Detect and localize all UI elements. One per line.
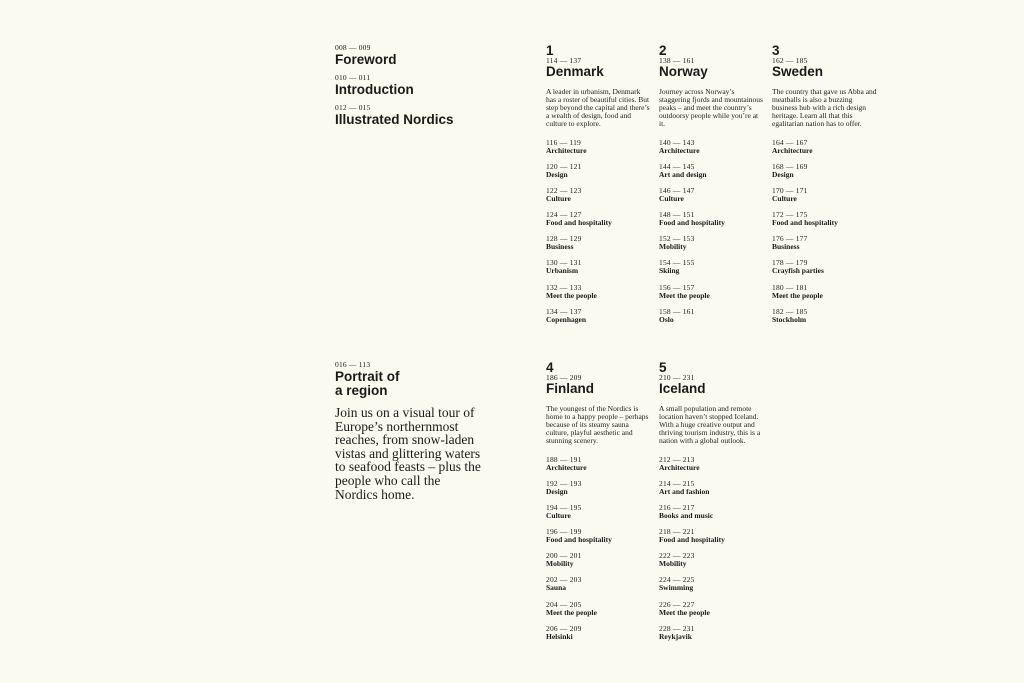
- section-item[interactable]: [772, 284, 877, 308]
- country-description: A leader in urbanism, Denmark has a roster of beautiful cities. But step beyond the capital and there’s a wealth of design, food and culture to explore.: [546, 87, 650, 129]
- section-item[interactable]: [546, 308, 651, 332]
- section-list: [772, 139, 877, 332]
- page-range: 154 — 155: [659, 258, 695, 268]
- page-range: 180 — 181: [772, 282, 808, 292]
- page-range: 222 — 223: [659, 551, 695, 561]
- section-title: Swimming: [659, 583, 694, 593]
- country-finland: [546, 361, 651, 649]
- page-range: 202 — 203: [546, 575, 582, 585]
- section-list: [546, 139, 651, 332]
- page-range: 122 — 123: [546, 186, 582, 196]
- page-range: 218 — 221: [659, 527, 695, 537]
- section-title: Urbanism: [546, 266, 579, 276]
- section-item[interactable]: [546, 576, 651, 600]
- country-iceland: [659, 361, 764, 649]
- country-number: 5: [659, 360, 667, 375]
- country-name[interactable]: Sweden: [772, 64, 824, 79]
- section-title: Copenhagen: [546, 314, 587, 324]
- section-title: Reykjavik: [659, 631, 692, 641]
- section-title: Sauna: [546, 583, 567, 593]
- section-item[interactable]: [546, 259, 651, 283]
- page-range: 120 — 121: [546, 162, 582, 172]
- section-title: Culture: [546, 194, 571, 204]
- page-range: 170 — 171: [772, 186, 808, 196]
- section-item[interactable]: [546, 235, 651, 259]
- country-name[interactable]: Iceland: [659, 381, 706, 396]
- country-denmark: [546, 44, 651, 332]
- country-number: 3: [772, 43, 780, 58]
- section-title: Design: [772, 170, 794, 180]
- section-title: Meet the people: [546, 607, 597, 617]
- page-range: 130 — 131: [546, 258, 582, 268]
- section-item[interactable]: [659, 284, 764, 308]
- page-range: 168 — 169: [772, 162, 808, 172]
- page-range: 172 — 175: [772, 210, 808, 220]
- section-item[interactable]: [772, 259, 877, 283]
- country-name[interactable]: Finland: [546, 381, 594, 396]
- section-title: Architecture: [659, 146, 700, 155]
- front-matter-illustrated-nordics[interactable]: [335, 104, 535, 127]
- section-title: Meet the people: [772, 290, 823, 300]
- chapter-description: Join us on a visual tour of Europe’s northernmost reaches, from snow-laden vistas and glittering waters to seafood feasts – plus the people who call the Nordics home.: [335, 405, 481, 502]
- section-title: Oslo: [659, 314, 674, 324]
- country-number: 2: [659, 43, 667, 58]
- page-range: 194 — 195: [546, 503, 582, 513]
- page-range: 212 — 213: [659, 455, 695, 464]
- section-title: Architecture: [546, 463, 587, 472]
- section-title: Food and hospitality: [659, 535, 725, 545]
- section-item[interactable]: [546, 187, 651, 211]
- section-item[interactable]: [772, 139, 877, 163]
- page-range: 114 — 137: [546, 56, 582, 65]
- section-title: Culture: [659, 194, 684, 204]
- page-range: 152 — 153: [659, 234, 695, 244]
- section-item[interactable]: [546, 480, 651, 504]
- section-item[interactable]: [546, 211, 651, 235]
- section-title: Mobility: [659, 559, 687, 569]
- section-title: Food and hospitality: [546, 218, 612, 228]
- section-item[interactable]: [659, 235, 764, 259]
- section-title: Culture: [772, 194, 797, 204]
- page-range: 144 — 145: [659, 162, 695, 172]
- section-title: Books and music: [659, 511, 714, 521]
- page-range: 200 — 201: [546, 551, 582, 561]
- section-item[interactable]: [659, 552, 764, 576]
- section-title: Mobility: [659, 242, 687, 252]
- portrait-of-a-region[interactable]: [335, 361, 535, 501]
- page-range: 206 — 209: [546, 623, 582, 633]
- section-item[interactable]: [659, 163, 764, 187]
- country-description: Journey across Norway’s staggering fjords and mountainous peaks – and meet the country’s outdoorsy people while you’re at it.: [659, 87, 763, 129]
- section-item[interactable]: [659, 139, 764, 163]
- section-item[interactable]: [659, 259, 764, 283]
- page-range: 132 — 133: [546, 282, 582, 292]
- front-matter-foreword[interactable]: [335, 44, 535, 67]
- section-title: Design: [546, 170, 568, 180]
- page-range: 204 — 205: [546, 599, 582, 609]
- page-range: 156 — 157: [659, 282, 695, 292]
- country-description: The youngest of the Nordics is home to a happy people – perhaps because of its steamy sauna culture, playful aesthetic and stunning scenery.: [546, 404, 649, 446]
- chapter-title: Foreword: [335, 52, 397, 67]
- section-item[interactable]: [546, 528, 651, 552]
- page-range: 146 — 147: [659, 186, 695, 196]
- section-item[interactable]: [546, 139, 651, 163]
- section-title: Food and hospitality: [772, 218, 838, 228]
- section-title: Food and hospitality: [546, 535, 612, 545]
- section-title: Architecture: [772, 146, 813, 155]
- section-title: Skiing: [659, 266, 680, 276]
- page-range: 158 — 161: [659, 306, 695, 316]
- section-title: Meet the people: [659, 607, 710, 617]
- page-range: 176 — 177: [772, 234, 808, 244]
- page-range: 188 — 191: [546, 455, 582, 464]
- front-matter-introduction[interactable]: [335, 74, 535, 97]
- section-title: Food and hospitality: [659, 218, 725, 228]
- section-list: [659, 139, 764, 332]
- page-range: 186 — 209: [546, 373, 582, 382]
- country-description: A small population and remote location haven’t stopped Iceland. With a huge creative output and thriving tourism industry, this is a nation with a global outlook.: [659, 404, 761, 446]
- section-item[interactable]: [546, 163, 651, 187]
- page-range: 016 — 113: [335, 360, 371, 369]
- section-item[interactable]: [772, 308, 877, 332]
- page-range: 008 — 009: [335, 43, 371, 52]
- section-item[interactable]: [659, 480, 764, 504]
- section-item[interactable]: [546, 456, 651, 480]
- section-item[interactable]: [546, 504, 651, 528]
- section-item[interactable]: [546, 625, 651, 649]
- page-range: 224 — 225: [659, 575, 695, 585]
- section-title: Architecture: [546, 146, 587, 155]
- page-range: 148 — 151: [659, 210, 695, 220]
- section-item[interactable]: [659, 601, 764, 625]
- section-title: Helsinki: [546, 631, 573, 641]
- chapter-title: Introduction: [335, 82, 414, 97]
- section-item[interactable]: [659, 625, 764, 649]
- page-range: 192 — 193: [546, 479, 582, 489]
- section-title: Crayfish parties: [772, 266, 824, 276]
- page-range: 116 — 119: [546, 138, 581, 147]
- section-item[interactable]: [546, 284, 651, 308]
- page-range: 012 — 015: [335, 103, 371, 112]
- section-title: Business: [772, 242, 800, 252]
- section-item[interactable]: [659, 528, 764, 552]
- page-range: 162 — 185: [772, 56, 808, 65]
- page-range: 134 — 137: [546, 306, 582, 316]
- country-name[interactable]: Denmark: [546, 64, 604, 79]
- section-item[interactable]: [659, 187, 764, 211]
- page-range: 124 — 127: [546, 210, 582, 220]
- country-norway: [659, 44, 764, 332]
- country-number: 1: [546, 43, 554, 58]
- country-description: The country that gave us Abba and meatballs is also a buzzing business hub with a rich design heritage. Learn all that this egalitarian nation has to offer.: [772, 87, 877, 129]
- section-title: Art and fashion: [659, 487, 710, 497]
- section-title: Meet the people: [659, 290, 710, 300]
- page-range: 228 — 231: [659, 623, 695, 633]
- section-title: Mobility: [546, 559, 574, 569]
- section-item[interactable]: [659, 456, 764, 480]
- section-title: Meet the people: [546, 290, 597, 300]
- section-title: Business: [546, 242, 574, 252]
- section-item[interactable]: [546, 552, 651, 576]
- section-item[interactable]: [772, 163, 877, 187]
- page-range: 128 — 129: [546, 234, 582, 244]
- section-item[interactable]: [659, 308, 764, 332]
- page-range: 216 — 217: [659, 503, 695, 513]
- page-range: 214 — 215: [659, 479, 695, 489]
- section-list: [546, 456, 651, 649]
- section-title: Design: [546, 487, 568, 497]
- section-item[interactable]: [659, 576, 764, 600]
- page-range: 196 — 199: [546, 527, 582, 537]
- page-range: 140 — 143: [659, 138, 695, 147]
- chapter-title-line-1: Portrait of: [335, 369, 400, 384]
- section-item[interactable]: [659, 504, 764, 528]
- chapter-title: Illustrated Nordics: [335, 112, 454, 127]
- section-item[interactable]: [772, 235, 877, 259]
- country-name[interactable]: Norway: [659, 64, 708, 79]
- page-range: 226 — 227: [659, 599, 695, 609]
- chapter-title-line-2: a region: [335, 383, 388, 398]
- section-title: Culture: [546, 511, 571, 521]
- page-range: 010 — 011: [335, 73, 371, 82]
- section-list: [659, 456, 764, 649]
- page-range: 178 — 179: [772, 258, 808, 268]
- section-item[interactable]: [772, 187, 877, 211]
- section-title: Stockholm: [772, 314, 807, 324]
- page-range: 138 — 161: [659, 56, 695, 65]
- country-number: 4: [546, 360, 554, 375]
- section-item[interactable]: [659, 211, 764, 235]
- section-item[interactable]: [546, 601, 651, 625]
- page-range: 182 — 185: [772, 306, 808, 316]
- chapter-title: [335, 370, 535, 398]
- section-title: Architecture: [659, 463, 700, 472]
- section-title: Art and design: [659, 170, 707, 180]
- page-range: 210 — 231: [659, 373, 695, 382]
- page-range: 164 — 167: [772, 138, 808, 147]
- country-sweden: [772, 44, 877, 332]
- section-item[interactable]: [772, 211, 877, 235]
